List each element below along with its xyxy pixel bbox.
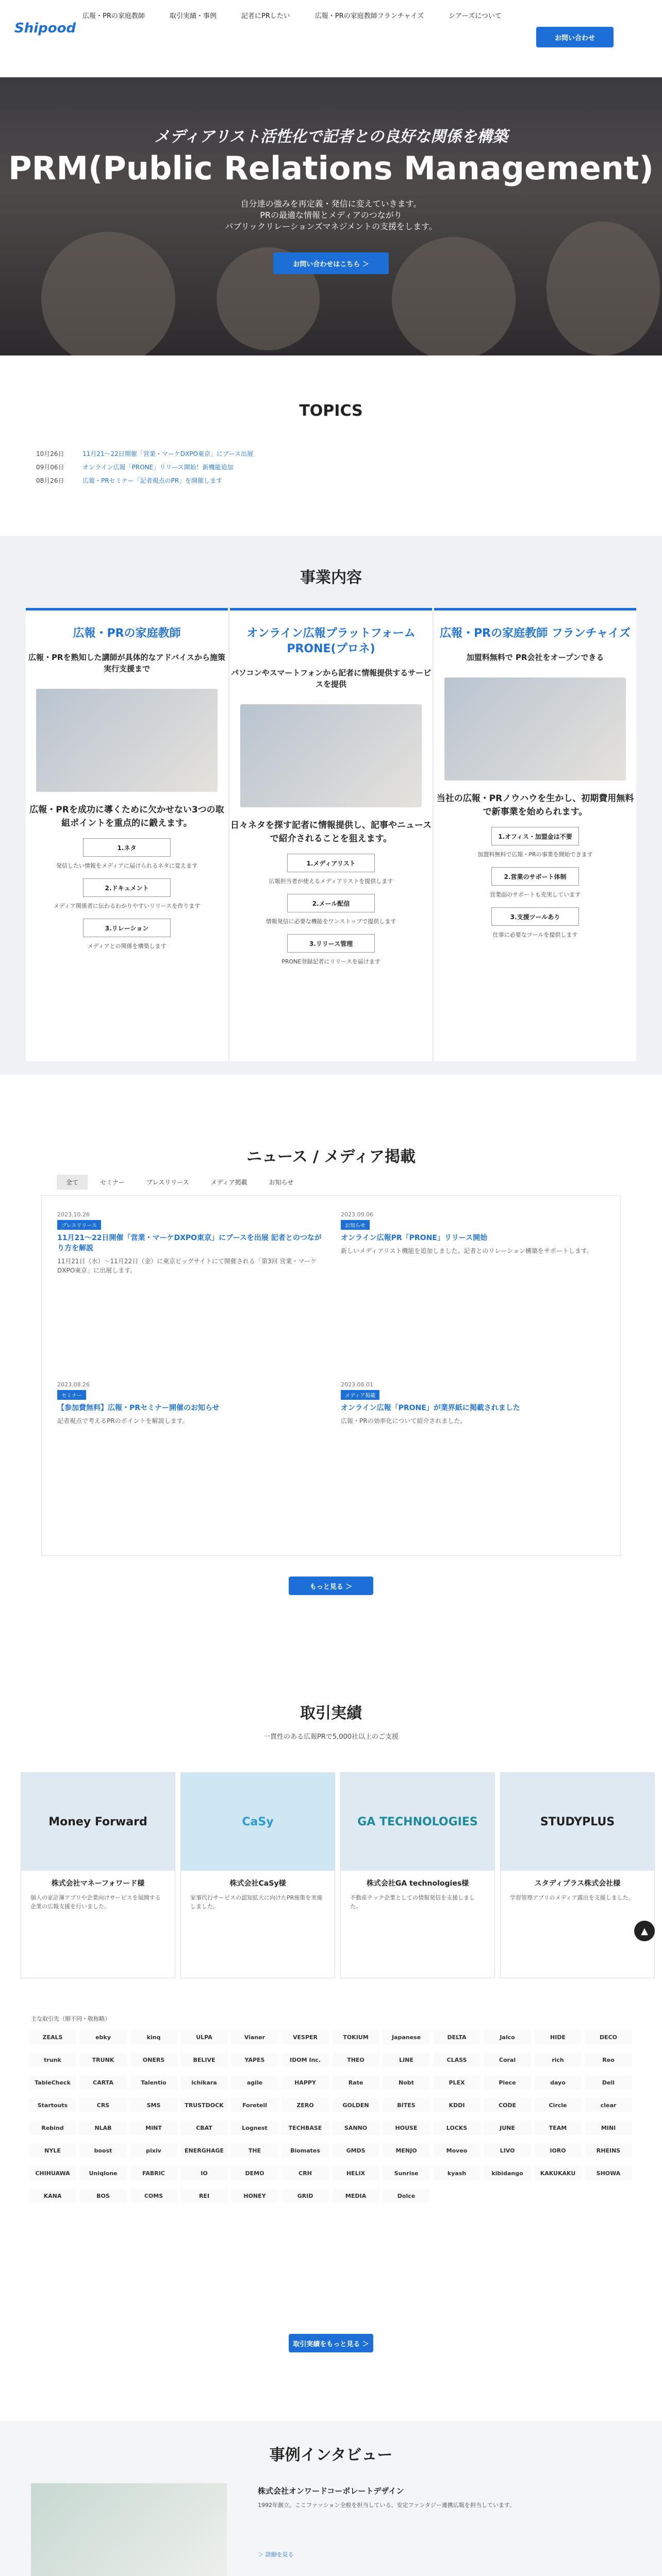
services-section bbox=[0, 536, 662, 1074]
service-step-desc: PRONE登録記者にリリースを届けます bbox=[282, 958, 380, 965]
client-logo: dayo bbox=[534, 2075, 582, 2090]
client-logo: TEAM bbox=[534, 2121, 582, 2135]
client-logo: THEO bbox=[332, 2053, 379, 2067]
client-logo: KDDI bbox=[433, 2098, 481, 2112]
hero-contact-button[interactable]: お問い合わせはこちら ＞ bbox=[273, 252, 389, 274]
client-logo: HONEY bbox=[231, 2189, 278, 2203]
case-name: 株式会社マネーフォワード様 bbox=[51, 1879, 145, 1888]
hero-desc-line: 自分達の強みを再定義・発信に変えていきます。 bbox=[240, 199, 422, 209]
service-card-subtitle: 広報・PRを熟知した講師が具体的なアドバイスから施策実行支援まで bbox=[28, 653, 226, 673]
main-nav bbox=[82, 10, 557, 20]
client-logo: BITES bbox=[383, 2098, 430, 2112]
client-logo: ebky bbox=[79, 2030, 127, 2044]
client-logo: VESPER bbox=[282, 2030, 329, 2044]
case-text: 家事代行サービスの認知拡大に向けたPR施策を実施しました。 bbox=[190, 1894, 323, 1910]
service-card bbox=[26, 608, 228, 1061]
case-logo: GA TECHNOLOGIES bbox=[341, 1773, 494, 1871]
news-body: 広報・PRの効率化について紹介されました。 bbox=[341, 1417, 467, 1425]
client-logo: TOKIUM bbox=[332, 2030, 379, 2044]
news-section bbox=[0, 1123, 662, 1638]
contact-button[interactable]: お問い合わせ bbox=[536, 27, 614, 47]
client-logo: kinq bbox=[130, 2030, 177, 2044]
client-logo: COMS bbox=[130, 2189, 177, 2203]
topics-title: TOPICS bbox=[299, 402, 363, 420]
service-step: 1.ネタ bbox=[83, 838, 171, 857]
case-logo: STUDYPLUS bbox=[501, 1773, 654, 1871]
topic-link[interactable]: オンライン広報「PRONE」リリース開始！新機能追加 bbox=[82, 464, 234, 471]
client-logo: pixiv bbox=[130, 2143, 177, 2158]
interview-image bbox=[31, 2483, 227, 2576]
service-step: 1.オフィス・加盟金は不要 bbox=[491, 827, 579, 845]
client-logo: Lognest bbox=[231, 2121, 278, 2135]
client-logo-grid bbox=[29, 2030, 632, 2203]
topic-link[interactable]: 広報・PRセミナー「記者視点のPR」を開催します bbox=[82, 477, 223, 484]
client-logo: GRID bbox=[282, 2189, 329, 2203]
client-logo: Rate bbox=[332, 2075, 379, 2090]
topic-date: 08月26日 bbox=[36, 477, 64, 484]
news-date: 2023.10.26 bbox=[57, 1211, 90, 1218]
service-card-image bbox=[444, 677, 626, 781]
news-tabs bbox=[57, 1175, 306, 1190]
service-card-title[interactable]: オンライン広報プラットフォーム PRONE(プロネ) bbox=[246, 627, 416, 655]
client-logo: YAPES bbox=[231, 2053, 278, 2067]
case-card[interactable] bbox=[180, 1772, 335, 1978]
service-step-desc: 営業面のサポートも充実しています bbox=[490, 891, 581, 898]
interview-company: 株式会社オンワードコーポレートデザイン bbox=[258, 2486, 404, 2496]
client-logo: Rebind bbox=[29, 2121, 76, 2135]
nav-item-press[interactable]: 記者にPRしたい bbox=[241, 12, 290, 20]
client-logo: SMS bbox=[130, 2098, 177, 2112]
news-badge: メディア掲載 bbox=[341, 1390, 379, 1400]
news-headline[interactable]: 【参加費無料】広報・PRセミナー開催のお知らせ bbox=[57, 1404, 220, 1412]
service-step-desc: 情報発信に必要な機能をワンストップで提供します bbox=[266, 918, 396, 925]
tab-press[interactable]: プレスリリース bbox=[146, 1179, 189, 1186]
case-name: 株式会社GA technologies様 bbox=[366, 1879, 469, 1888]
tab-notice[interactable]: お知らせ bbox=[269, 1179, 294, 1186]
tab-media[interactable]: メディア掲載 bbox=[210, 1179, 247, 1186]
client-logo: FABRIC bbox=[130, 2166, 177, 2180]
client-logo: HIDE bbox=[534, 2030, 582, 2044]
news-badge: セミナー bbox=[57, 1390, 86, 1400]
news-item[interactable] bbox=[341, 1381, 609, 1426]
cases-more-button[interactable]: 取引実績をもっと見る ＞ bbox=[289, 2334, 373, 2352]
service-step: 3.リリース管理 bbox=[287, 934, 375, 953]
logo[interactable]: Shipood bbox=[14, 21, 76, 36]
client-logo: CHIHUAWA bbox=[29, 2166, 76, 2180]
client-logo: KAKUKAKU bbox=[534, 2166, 582, 2180]
header bbox=[0, 0, 662, 77]
client-logo: Sunrise bbox=[383, 2166, 430, 2180]
client-logo: Biomates bbox=[282, 2143, 329, 2158]
case-name: スタディプラス株式会社様 bbox=[534, 1879, 621, 1888]
news-body: 新しいメディアリスト機能を追加しました。記者とのリレーション構築をサポートします。 bbox=[341, 1247, 593, 1255]
nav-item-cases[interactable]: 取引実績・事例 bbox=[169, 12, 217, 20]
service-step: 2.メール配信 bbox=[287, 894, 375, 912]
client-logo: ENERGHAGE bbox=[180, 2143, 228, 2158]
service-step-desc: 発信したい情報をメディアに届けられるネタに変えます bbox=[56, 862, 198, 869]
case-card[interactable] bbox=[500, 1772, 655, 1978]
client-logo: trunk bbox=[29, 2053, 76, 2067]
service-step-desc: 広報担当者が使えるメディアリストを提供します bbox=[269, 878, 393, 885]
client-logo: MINI bbox=[585, 2121, 632, 2135]
client-logo: TRUNK bbox=[79, 2053, 127, 2067]
client-logo: Foretell bbox=[231, 2098, 278, 2112]
hero-desc-line: パブリックリレーションズマネジメントの支援をします。 bbox=[225, 222, 437, 231]
case-text: 学習管理アプリのメディア露出を支援しました。 bbox=[510, 1894, 634, 1901]
news-body: 11月21日（水）〜11月22日（金）に東京ビッグサイトにて開催される「第3回 営業・マーケDXPO東京」に出展します。 bbox=[57, 1258, 317, 1274]
client-logo: LOCKS bbox=[433, 2121, 481, 2135]
interview-text: 1992年創立。ここファッション全般を担当している、安定ファンタジー連携広報を担当しています。 bbox=[258, 2502, 516, 2509]
client-logo: Jalco bbox=[484, 2030, 531, 2044]
client-logo: RHEINS bbox=[585, 2143, 632, 2158]
client-logo: NYLE bbox=[29, 2143, 76, 2158]
nav-item-about[interactable]: シアーズについて bbox=[449, 12, 502, 20]
client-logo: MEDIA bbox=[332, 2189, 379, 2203]
news-headline[interactable]: 11月21〜22日開催「営業・マーケDXPO東京」にブースを出展 記者とのつながり方を解説 bbox=[57, 1234, 322, 1252]
client-logo: TRUSTDOCK bbox=[180, 2098, 228, 2112]
client-logo: MINT bbox=[130, 2121, 177, 2135]
topic-item[interactable] bbox=[36, 447, 629, 461]
service-card-subtitle: パソコンやスマートフォンから記者に情報提供するサービスを提供 bbox=[230, 668, 432, 689]
client-logo: CODE bbox=[484, 2098, 531, 2112]
client-logo: LIVO bbox=[484, 2143, 531, 2158]
news-item[interactable] bbox=[57, 1381, 325, 1426]
news-headline[interactable]: オンライン広報「PRONE」が業界紙に掲載されました bbox=[341, 1404, 520, 1412]
hero-description bbox=[0, 198, 662, 232]
client-logo: Uniqlone bbox=[79, 2166, 127, 2180]
news-item[interactable] bbox=[57, 1211, 325, 1275]
client-logo: boost bbox=[79, 2143, 127, 2158]
news-body: 記者視点で考えるPRのポイントを解説します。 bbox=[57, 1417, 189, 1425]
client-logo: HELIX bbox=[332, 2166, 379, 2180]
client-logo: IDOM Inc. bbox=[282, 2053, 329, 2067]
hero-background-figure bbox=[392, 237, 516, 355]
client-logo: Talentio bbox=[130, 2075, 177, 2090]
client-logo: CBAT bbox=[180, 2121, 228, 2135]
tab-seminar[interactable]: セミナー bbox=[100, 1179, 125, 1186]
case-name: 株式会社CaSy様 bbox=[229, 1879, 286, 1888]
client-logo: clear bbox=[585, 2098, 632, 2112]
hero-subtitle: メディアリスト活性化で記者との良好な関係を構築 bbox=[154, 128, 508, 146]
news-date: 2023.08.26 bbox=[57, 1381, 90, 1388]
client-logo: REI bbox=[180, 2189, 228, 2203]
news-badge: プレスリリース bbox=[57, 1220, 101, 1230]
client-logo: Reo bbox=[585, 2053, 632, 2067]
client-logo: Nobt bbox=[383, 2075, 430, 2090]
client-logo: Dell bbox=[585, 2075, 632, 2090]
topic-date: 10月26日 bbox=[36, 450, 64, 457]
topic-item[interactable] bbox=[36, 461, 629, 474]
case-logo: CaSy bbox=[181, 1773, 335, 1871]
service-step: 1.メディアリスト bbox=[287, 854, 375, 872]
service-step: 2.ドキュメント bbox=[83, 878, 171, 897]
nav-item-tutor[interactable]: 広報・PRの家庭教師 bbox=[82, 12, 145, 20]
service-card-image bbox=[36, 689, 218, 792]
client-logo: Dolce bbox=[383, 2189, 430, 2203]
client-logo: Vianer bbox=[231, 2030, 278, 2044]
case-card[interactable] bbox=[340, 1772, 495, 1978]
client-logo: KANA bbox=[29, 2189, 76, 2203]
client-logo: CRS bbox=[79, 2098, 127, 2112]
cases-subtitle: 一貫性のある広報PRで5,000社以上のご支援 bbox=[263, 1733, 399, 1741]
service-step-desc: メディアとの関係を構築します bbox=[87, 943, 167, 950]
client-logo: MENJO bbox=[383, 2143, 430, 2158]
case-text: 個人の家計簿アプリや企業向けサービスを展開する企業の広報支援を行いました。 bbox=[30, 1894, 161, 1910]
hero-section bbox=[0, 77, 662, 355]
service-step-desc: 加盟料無料で広報・PRの事業を開始できます bbox=[477, 851, 593, 858]
cases-title: 取引実績 bbox=[300, 1704, 362, 1722]
client-logo: LINE bbox=[383, 2053, 430, 2067]
service-step: 2.営業のサポート体制 bbox=[491, 867, 579, 886]
hero-background-figure bbox=[547, 222, 660, 355]
service-card bbox=[230, 608, 432, 1061]
service-step: 3.リレーション bbox=[83, 919, 171, 937]
client-logo: DEMO bbox=[231, 2166, 278, 2180]
service-card bbox=[434, 608, 636, 1061]
news-item[interactable] bbox=[341, 1211, 609, 1256]
logos-label: 主な取引先（順不同・敬称略） bbox=[31, 2015, 110, 2022]
client-logo: ONERS bbox=[130, 2053, 177, 2067]
topic-date: 09月06日 bbox=[36, 464, 64, 471]
case-text: 不動産テック企業としての情報発信を支援しました。 bbox=[350, 1894, 475, 1910]
topic-link[interactable]: 11月21〜22日開催「営業・マーケDXPO東京」にブース出展 bbox=[82, 450, 253, 457]
client-logo: CLASS bbox=[433, 2053, 481, 2067]
client-logo: ichikara bbox=[180, 2075, 228, 2090]
client-logo: CRH bbox=[282, 2166, 329, 2180]
client-logo: IO bbox=[180, 2166, 228, 2180]
client-logo: Coral bbox=[484, 2053, 531, 2067]
client-logo: SHOWA bbox=[585, 2166, 632, 2180]
interview-section bbox=[0, 2421, 662, 2576]
client-logo: DECO bbox=[585, 2030, 632, 2044]
hero-title: PRM(Public Relations Management) bbox=[8, 149, 654, 187]
service-card-title[interactable]: 広報・PRの家庭教師 フランチャイズ bbox=[440, 627, 631, 640]
client-logo: Circle bbox=[534, 2098, 582, 2112]
client-logo: IORO bbox=[534, 2143, 582, 2158]
client-logo: ZERO bbox=[282, 2098, 329, 2112]
client-logo: Japanese bbox=[383, 2030, 430, 2044]
service-step-desc: メディア関係者に伝わるわかりやすいリリースを作ります bbox=[53, 903, 201, 909]
service-card-lead: 当社の広報・PRノウハウを生かし、初期費用無料で新事業を始められます。 bbox=[436, 793, 634, 817]
client-logo: ZEALS bbox=[29, 2030, 76, 2044]
cases-section bbox=[0, 1680, 662, 2411]
client-logo: GMDS bbox=[332, 2143, 379, 2158]
interview-title: 事例インタビュー bbox=[269, 2446, 393, 2464]
back-to-top-button[interactable] bbox=[634, 1921, 655, 1941]
client-logo: agile bbox=[231, 2075, 278, 2090]
client-logo: Piece bbox=[484, 2075, 531, 2090]
topic-item[interactable] bbox=[36, 474, 629, 487]
client-logo: DELTA bbox=[433, 2030, 481, 2044]
client-logo: kyash bbox=[433, 2166, 481, 2180]
tab-all[interactable]: 全て bbox=[57, 1175, 88, 1190]
service-card-subtitle: 加盟料無料で PR会社をオープンできる bbox=[466, 653, 604, 662]
service-card-title[interactable]: 広報・PRの家庭教師 bbox=[73, 627, 181, 640]
client-logo: THE bbox=[231, 2143, 278, 2158]
case-logo: Money Forward bbox=[21, 1773, 175, 1871]
client-logo: kibidango bbox=[484, 2166, 531, 2180]
interview-item[interactable] bbox=[0, 2483, 662, 2576]
nav-item-franchise[interactable]: 広報・PRの家庭教師フランチャイズ bbox=[315, 12, 424, 20]
service-card-lead: 日々ネタを探す記者に情報提供し、記事やニュースで紹介されることを狙えます。 bbox=[230, 820, 432, 844]
client-logo: BELIVE bbox=[180, 2053, 228, 2067]
client-logo: NLAB bbox=[79, 2121, 127, 2135]
news-date: 2023.09.06 bbox=[341, 1211, 373, 1218]
news-more-button[interactable]: もっと見る ＞ bbox=[289, 1577, 373, 1595]
client-logo: ULPA bbox=[180, 2030, 228, 2044]
hero-desc-line: PRの最適な情報とメディアのつながり bbox=[260, 210, 402, 220]
client-logo: TECHBASE bbox=[282, 2121, 329, 2135]
client-logo: HAPPY bbox=[282, 2075, 329, 2090]
news-date: 2023.08.01 bbox=[341, 1381, 373, 1388]
news-title: ニュース / メディア掲載 bbox=[246, 1148, 416, 1166]
topics-list bbox=[36, 447, 629, 487]
news-headline[interactable]: オンライン広報PR「PRONE」リリース開始 bbox=[341, 1234, 488, 1242]
services-title: 事業内容 bbox=[300, 569, 362, 587]
news-badge: お知らせ bbox=[341, 1220, 370, 1230]
client-logo: BOS bbox=[79, 2189, 127, 2203]
client-logo: PLEX bbox=[433, 2075, 481, 2090]
client-logo: TableCheck bbox=[29, 2075, 76, 2090]
service-step: 3.支援ツールあり bbox=[491, 907, 579, 926]
client-logo: HOUSE bbox=[383, 2121, 430, 2135]
hero-background-figure bbox=[41, 232, 175, 355]
case-card[interactable] bbox=[21, 1772, 175, 1978]
service-card-image bbox=[240, 704, 422, 807]
service-step-desc: 仕事に必要なツールを提供します bbox=[492, 931, 578, 938]
client-logo: GOLDEN bbox=[332, 2098, 379, 2112]
interview-detail-link[interactable]: ＞ 詳細を見る bbox=[258, 2551, 294, 2558]
client-logo: rich bbox=[534, 2053, 582, 2067]
service-card-lead: 広報・PRを成功に導くために欠かせない3つの取組ポイントを重点的に鍛えます。 bbox=[29, 805, 224, 828]
client-logo: CARTA bbox=[79, 2075, 127, 2090]
news-list bbox=[41, 1195, 621, 1556]
client-logo: Startouts bbox=[29, 2098, 76, 2112]
client-logo: JUNE bbox=[484, 2121, 531, 2135]
client-logo: SANNO bbox=[332, 2121, 379, 2135]
chevron-up-icon: ▲ bbox=[641, 1925, 648, 1937]
client-logo: Moveo bbox=[433, 2143, 481, 2158]
